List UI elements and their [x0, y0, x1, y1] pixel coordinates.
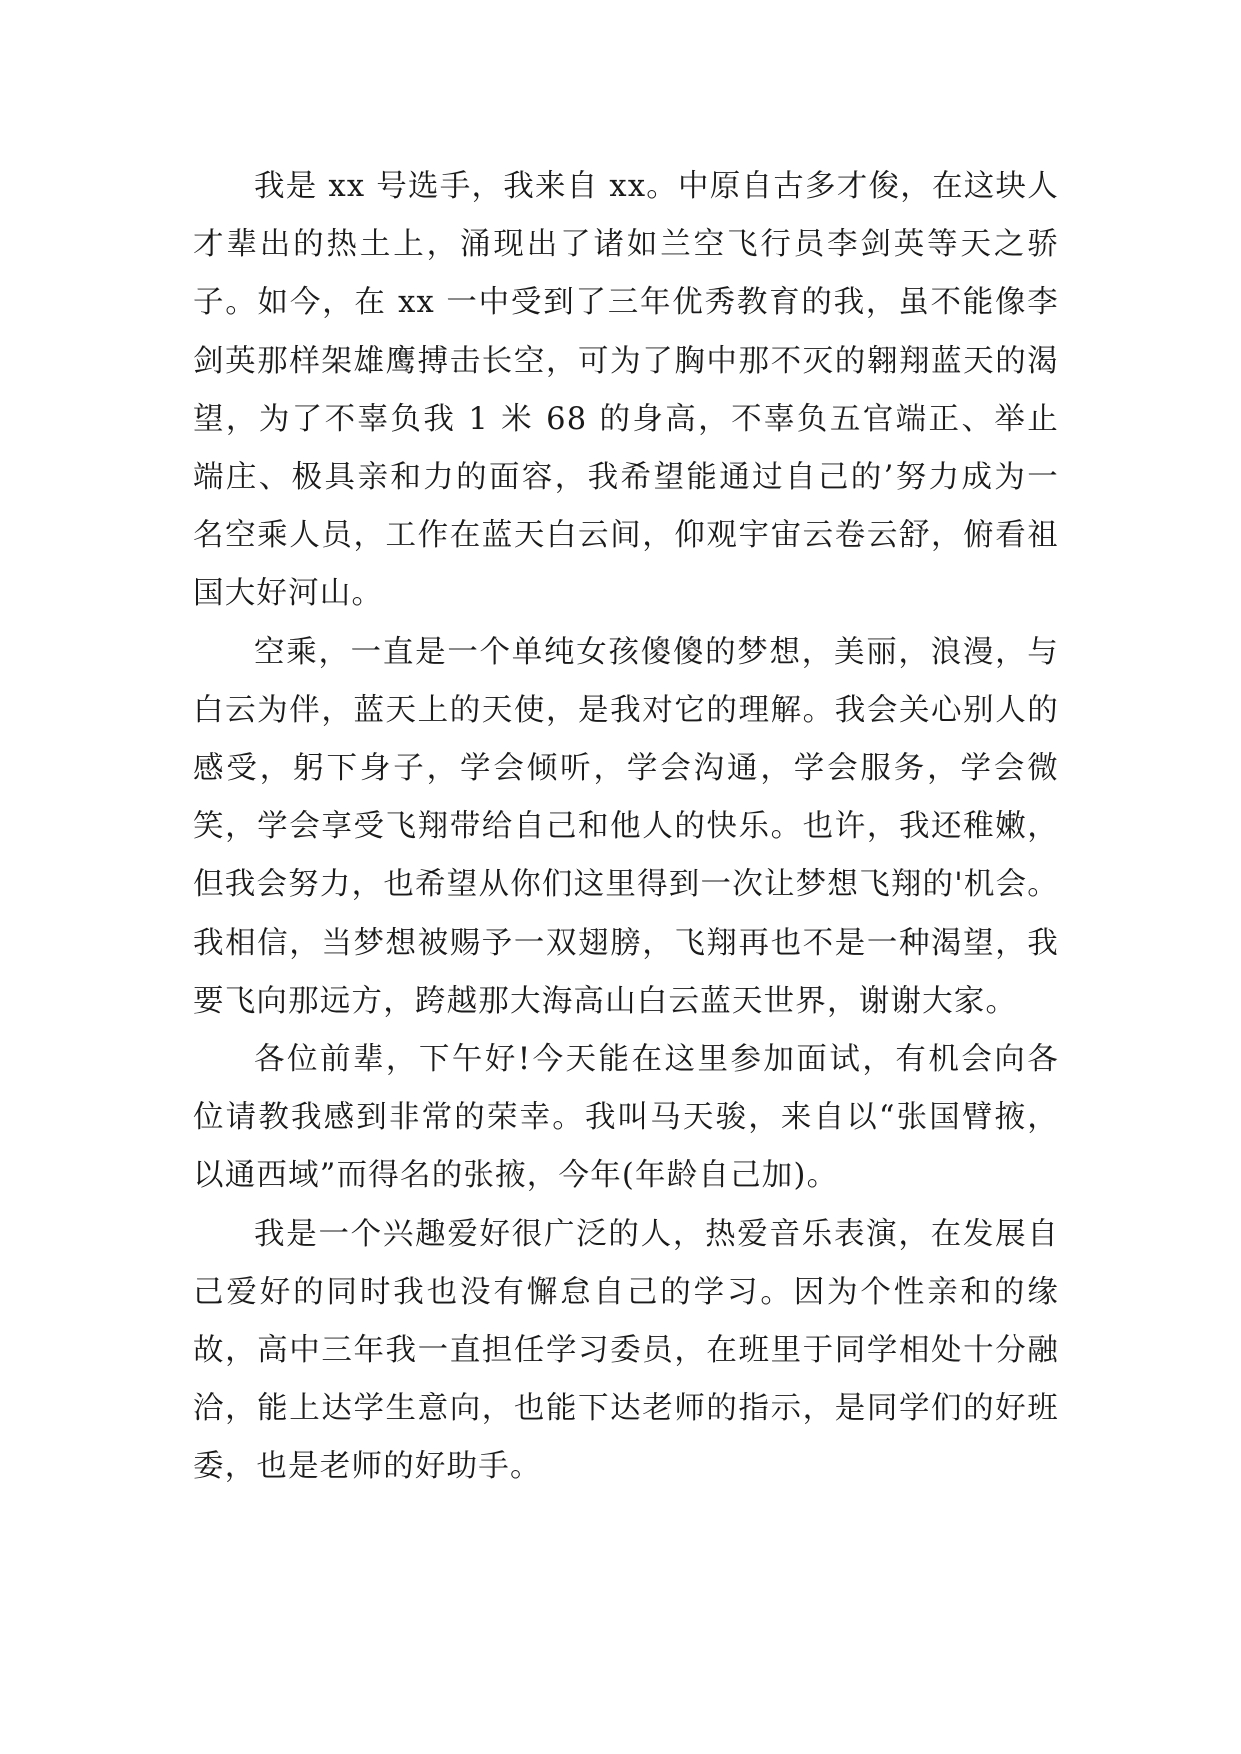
paragraph-2: 空乘，一直是一个单纯女孩傻傻的梦想，美丽，浪漫，与白云为伴，蓝天上的天使，是我对它的理解。我会关心别人的感受，躬下身子，学会倾听，学会沟通，学会服务，学会微笑，学会享受飞翔带给自己和他人的快乐。也许，我还稚嫩，但我会努力，也希望从你们这里得到一次让梦想飞翔的'机会。我相信，当梦想被赐予一双翅膀，飞翔再也不是一种渴望，我要飞向那远方，跨越那大海高山白云蓝天世界，谢谢大家。 [193, 634, 1059, 1019]
document-body [193, 158, 1059, 1497]
paragraph-3: 各位前辈，下午好!今天能在这里参加面试，有机会向各位请教我感到非常的荣幸。我叫马天骏，来自以“张国臂掖，以通西域”而得名的张掖，今年(年龄自己加)。 [193, 1042, 1059, 1194]
paragraph-1: 我是 xx 号选手，我来自 xx。中原自古多才俊，在这块人才辈出的热土上，涌现出了诸如兰空飞行员李剑英等天之骄子。如今，在 xx 一中受到了三年优秀教育的我，虽不能像李剑英那样架雄鹰搏击长空，可为了胸中那不灭的翱翔蓝天的渴望，为了不辜负我 1 米 68 的身高，不辜负五官端正、举止端庄、极具亲和力的面容，我希望能通过自己的’努力成为一名空乘人员，工作在蓝天白云间，仰观宇宙云卷云舒，俯看祖国大好河山。 [193, 169, 1059, 612]
paragraph-4: 我是一个兴趣爱好很广泛的人，热爱音乐表演，在发展自己爱好的同时我也没有懈怠自己的学习。因为个性亲和的缘故，高中三年我一直担任学习委员，在班里于同学相处十分融洽，能上达学生意向，也能下达老师的指示，是同学们的好班委，也是老师的好助手。 [193, 1216, 1059, 1485]
